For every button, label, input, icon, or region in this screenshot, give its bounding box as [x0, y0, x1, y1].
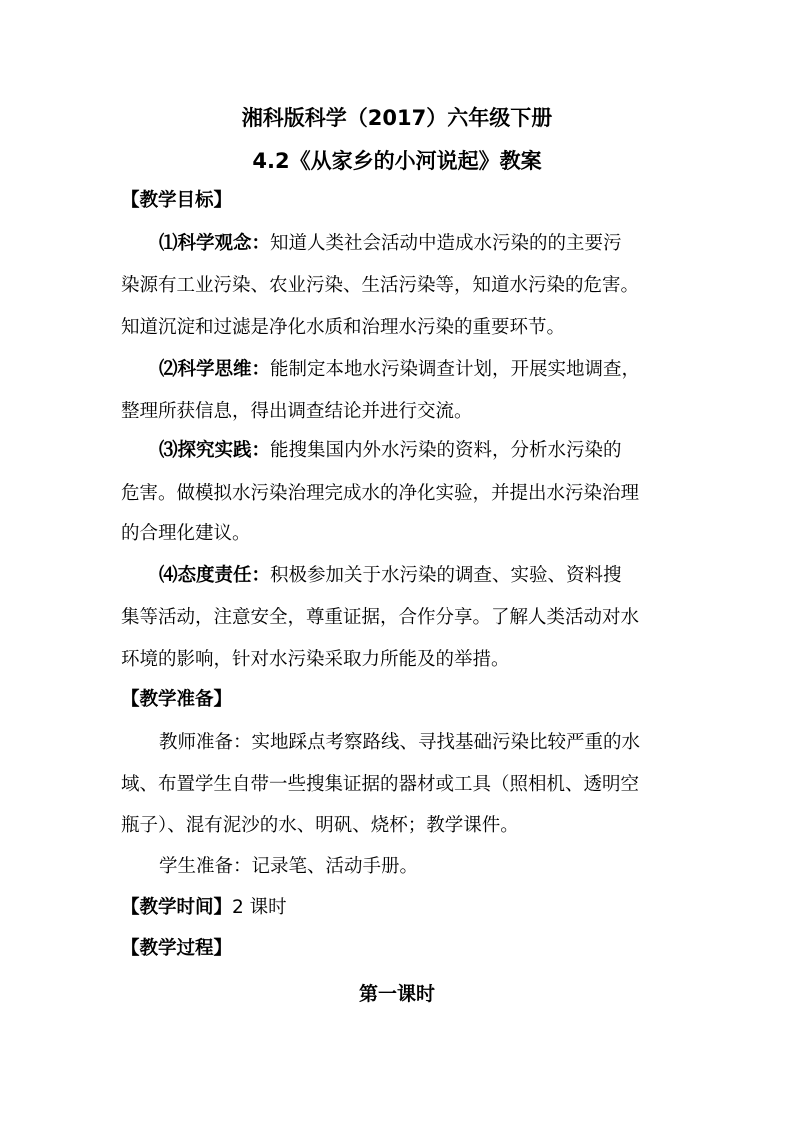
document-title: 湘科版科学（2017）六年级下册 — [241, 106, 553, 130]
section-heading-preparation: 【教学准备】 — [121, 689, 233, 710]
goal-2-text: 能制定本地水污染调查计划，开展实地调查， — [270, 359, 641, 380]
goal-2-line-1 — [159, 355, 640, 385]
time-value: 2 课时 — [232, 897, 287, 918]
goal-1-line-1 — [159, 229, 622, 259]
goal-1-line-2: 染源有工业污染、农业污染、生活污染等，知道水污染的危害。 — [121, 275, 640, 296]
goal-4-line-1 — [159, 561, 622, 591]
goal-3-text: 能搜集国内外水污染的资料，分析水污染的 — [270, 440, 622, 461]
prep-teacher-line-1: 教师准备：实地踩点考察路线、寻找基础污染比较严重的水 — [159, 732, 641, 753]
prep-teacher-line-2: 域、布置学生自带一些搜集证据的器材或工具（照相机、透明空 — [121, 774, 640, 795]
goal-1-label: ⑴科学观念： — [159, 233, 271, 254]
goal-4-label: ⑷态度责任： — [159, 565, 271, 586]
section-heading-process: 【教学过程】 — [121, 938, 233, 959]
goal-3-line-3: 的合理化建议。 — [121, 523, 251, 544]
prep-student: 学生准备：记录笔、活动手册。 — [159, 856, 419, 877]
goal-4-line-3: 环境的影响，针对水污染采取力所能及的举措。 — [121, 649, 510, 670]
goal-4-line-2: 集等活动，注意安全，尊重证据，合作分享。了解人类活动对水 — [121, 607, 640, 628]
goal-3-label: ⑶探究实践： — [159, 440, 271, 461]
goal-1-line-3: 知道沉淀和过滤是净化水质和治理水污染的重要环节。 — [121, 317, 566, 338]
section-heading-goals: 【教学目标】 — [121, 190, 233, 211]
lesson-1-title: 第一课时 — [358, 983, 435, 1005]
time-line — [121, 893, 287, 923]
goal-1-text: 知道人类社会活动中造成水污染的的主要污 — [270, 233, 622, 254]
document-subtitle: 4.2《从家乡的小河说起》教案 — [252, 149, 542, 173]
goal-3-line-2: 危害。做模拟水污染治理完成水的净化实验，并提出水污染治理 — [121, 483, 640, 504]
goal-2-line-2: 整理所获信息，得出调查结论并进行交流。 — [121, 401, 473, 422]
goal-4-text: 积极参加关于水污染的调查、实验、资料搜 — [270, 565, 622, 586]
section-heading-time: 【教学时间】 — [121, 897, 233, 918]
goal-3-line-1 — [159, 436, 622, 466]
prep-teacher-line-3: 瓶子）、混有泥沙的水、明矾、烧杯；教学课件。 — [121, 815, 519, 836]
goal-2-label: ⑵科学思维： — [159, 359, 271, 380]
